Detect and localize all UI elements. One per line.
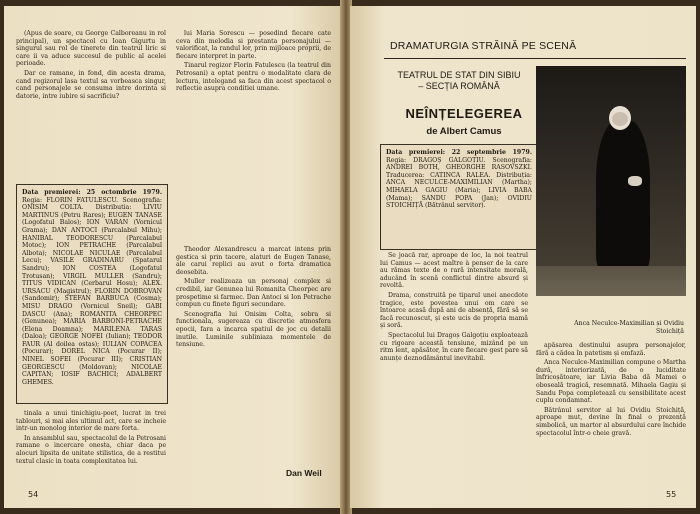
paragraph: Tinarul regizor Florin Fatulescu (la teatrul din Petrosani) a optat pentru o modalitate clara de lectura, intelegand sa faca din acest spectacol o reflectie asupra conditiei umane. — [176, 62, 331, 93]
paragraph: Spectacolul lui Dragoș Galgoțiu exploatează cu rigoare această tensiune, mizând pe un ritm lent, apăsător, în care fiecare gest pare să anunțe deznodământul inevitabil. — [380, 331, 528, 362]
paragraph: apăsarea destinului asupra personajelor, fără a cădea în patetism și emfază. — [536, 342, 686, 357]
stage-floor — [536, 266, 686, 296]
right-column-2 — [536, 342, 686, 482]
theatre-line-2: – SECȚIA ROMÂNĂ — [418, 81, 500, 91]
photo-caption: Anca Neculce-Maximilian și Ovidiu Stoichiță — [574, 320, 684, 335]
paragraph: Dar ce ramane, in fond, din acesta drama, cand regizorul lasa textul sa vorbeasca singur, cand personajele se consuma intre dorinta si datorie, intre iubire si sacrificiu? — [16, 69, 166, 100]
page-number: 55 — [666, 490, 677, 499]
paragraph: Muller realizeaza un personaj complex si credibil, iar Genunea lui Romanita Cheorpec are prospetime si farmec. Dan Antoci si Ion Petrache compun cu finete figuri secundare. — [176, 278, 331, 309]
paragraph: tinala a unui tinichigiu-poet, lucrat in trei tablouri, si mai ales ultimul act, care se incheie intr-un monolog interior de mare forta. — [16, 410, 166, 433]
page-number: 54 — [28, 490, 39, 499]
credits-title: Data premierei: 22 septembrie 1979. — [386, 149, 532, 156]
actor-figure — [596, 120, 650, 270]
left-page — [4, 6, 342, 508]
author-signature: Dan Weil — [286, 468, 322, 478]
title-rule — [384, 58, 686, 59]
paragraph: Theodor Alexandrescu a marcat intens prin gestica si prin tacere, alaturi de Eugen Tanase, ale carui replici au avut o forta dramatica deosebita. — [176, 246, 331, 276]
paragraph: Scenografia lui Onisim Colta, sobra si functionala, sugereaza cu discretie atmosfera epocii, fara a incarca spatiul de joc cu detalii inutile. Luminile subliniaza momentele de tensiune. — [176, 310, 331, 349]
right-column-1 — [380, 252, 528, 480]
actor-face — [612, 112, 628, 126]
paragraph: Se joacă rar, aproape de loc, la noi teatrul lui Camus — acest maître à penser de la care au rămas texte de o rară intensitate morală, aducând în scenă conflictul dintre absurd și revoltă. — [380, 252, 528, 290]
left-column-1-lower — [16, 410, 166, 490]
theatre-name — [384, 70, 534, 92]
paragraph: lui Maria Sorescu — posedind fiecare cate ceva din melodia si prestanta personajului — valorificat, la randul lor, prin mijloace proprii, de fiecare interpret in parte. — [176, 30, 331, 60]
credits-body: Regia: DRAGOȘ GALGOȚIU. Scenografia: ANDREI BOTH, GHEORGHE RASOVSZKI. Traducerea: CATINCA RALEA. Distribuția: ANCA NECULCE-MAXIMILIAN (Martha); MIHAELA GAGIU (Maria); LIVIA BABA (Mama); SANDU POPA (Jan); OVIDIU STOICHIȚĂ (Bătrânul servitor). — [386, 156, 532, 210]
left-credits-box — [16, 184, 168, 404]
actor-hands — [628, 176, 642, 186]
credits-body: Regia: FLORIN FATULESCU. Scenografia: ONISIM COLTA. Distributia: LIVIU MARTINUS (Petru Rares); EUGEN TANASE (Logofatul Balos); ION VARAN (Vornicul Grama); DAN ANTOCI (Parcalabul Mihu); HANIBAL TEODORESCU (Parcalabul Motoc); ION PETRACHE (Parcalabul Albota); NICOLAE NICULAE (Parcalabul Lecu); VASILE GRADINARU (Spatarul Sandru); ION COSTEA (Logofatul Trotusan); VIRGIL MULLER (Sandru); TITUS VIDICAN (Cerbarul Hosu); ALEX. URSACU (Magistrul); FLORIN DOBROVAN (Sandomir); STEFAN BARBUCA (Cosma); MISU DRAGO (Vornicul Sneil); GABI DASCU (Ana); ROMANITA CHEORPEC (Genunea); MARIA BARBONI-PETRACHE (Elena Doamna); MARILENA TARAS (Daloa); GEORGE NOFEI (Iulian); TEODOR FAUR (Al doilea ostas); IULIAN COPACEA (Pocurar); DOREL NICA (Pocurar II); NINEL SOFEI (Pocurar III); CRISTIAN GEORGESCU (Moldovan); NICOLAE CAPITAN; IOSIF BACHICI; ADALBERT GHEMES. — [22, 196, 162, 386]
paragraph: (Apus de soare, cu George Calboreanu in rol principal), un spectacol cu Ioan Gigurtu in singurul sau rol de tinerete din teatrul liric si care ii va aduce succesul de public al acelei perioade. — [16, 30, 166, 68]
theatre-line-1: TEATRUL DE STAT DIN SIBIU — [397, 70, 521, 80]
paragraph: Bătrânul servitor al lui Ovidiu Stoichiță, aproape mut, devine în final o prezență simbolică, un martor al absurdului care închide spectacolul într-o cheie gravă. — [536, 406, 686, 437]
left-column-2-lower — [176, 246, 331, 461]
production-photo — [536, 66, 686, 296]
credits-title: Data premierei: 25 octombrie 1979. — [22, 189, 162, 196]
right-page — [350, 6, 696, 508]
left-column-1-upper — [16, 30, 166, 180]
paragraph: Anca Neculce-Maximilian compune o Martha dură, interiorizată, de o luciditate înfricoșătoare, iar Livia Baba dă Mamei o oboseală tragică, resemnată. Mihaela Gagiu și Sandu Popa completează cu sensibilitate acest cuplu condamnat. — [536, 359, 686, 405]
play-title: NEÎNȚELEGEREA — [405, 106, 523, 121]
right-credits-box — [380, 144, 538, 250]
paragraph: Drama, construită pe tiparul unei anecdote tragice, este povestea unui om care se întoarce acasă după ani de absență, fără să se facă recunoscut, și este ucis de propria mamă și soră. — [380, 291, 528, 330]
section-title: DRAMATURGIA STRĂINĂ PE SCENĂ — [390, 40, 577, 52]
left-column-2-upper — [176, 30, 331, 240]
paragraph: In ansamblul sau, spectacolul de la Petrosani ramane o incercare onesta, chiar daca pe alocuri lipsita de unitate stilistica, de a restitui textul clasic in toata complexitatea lui. — [16, 434, 166, 465]
play-author: de Albert Camus — [426, 126, 502, 137]
